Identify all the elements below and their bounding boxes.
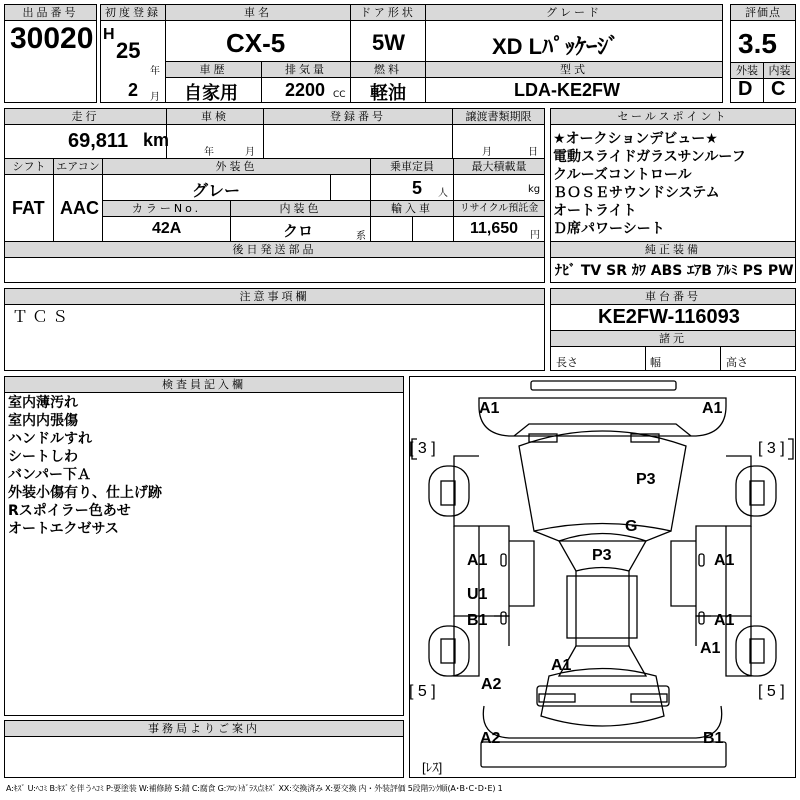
- color-label: 外装色: [103, 159, 370, 175]
- displacement-label: 排気量: [262, 62, 350, 78]
- grade: XD Lﾊﾟｯｹｰｼﾞ: [492, 34, 620, 59]
- yen-unit: 円: [530, 230, 540, 241]
- selling-point-line: ＢＯＳＥサウンドシステム: [553, 185, 720, 201]
- kg-unit: kg: [528, 184, 541, 195]
- int-color-label: 内装色: [231, 201, 370, 217]
- inspector-note-line: 室内薄汚れ: [8, 395, 78, 411]
- chassis-number: KE2FW-116093: [598, 306, 740, 328]
- model-code: LDA-KE2FW: [514, 80, 620, 100]
- mileage-label: 走行: [5, 109, 166, 125]
- diag-a1-right-front-door: A1: [714, 552, 735, 569]
- history: 自家用: [184, 83, 238, 103]
- history-label: 車歴: [166, 62, 261, 78]
- recycle-label: リサイクル預託金: [454, 201, 544, 217]
- kei-suffix: 系: [356, 231, 366, 242]
- inspector-note-line: オートエクゼサス: [8, 521, 119, 537]
- person-unit: 人: [438, 188, 448, 199]
- reg-month: 2: [128, 80, 139, 100]
- notes-text: ＴＣＳ: [12, 307, 73, 326]
- later-parts-label: 後日発送部品: [5, 242, 544, 258]
- equipment-label: 純正装備: [551, 242, 795, 258]
- model-label: 型式: [426, 62, 722, 78]
- chassis-label: 車台番号: [551, 289, 795, 305]
- shift-label: シフト: [5, 159, 53, 175]
- specs-label: 諸元: [551, 331, 795, 347]
- diag-g-glass: G: [625, 518, 638, 535]
- shift: FAT: [12, 198, 45, 218]
- inspector-note-line: ハンドルすれ: [8, 431, 92, 447]
- month-unit: 月: [150, 92, 160, 103]
- diag-u1-left: U1: [467, 586, 488, 603]
- capacity: 5: [412, 178, 423, 198]
- diag-tire-front-left: [ 3 ]: [409, 440, 436, 457]
- length-label: 長さ: [556, 356, 578, 369]
- int-grade: C: [771, 78, 786, 100]
- color-no-label: カラーNo.: [103, 201, 230, 217]
- transfer-month: 月: [482, 147, 492, 158]
- fuel: 軽油: [370, 83, 406, 103]
- displacement: 2200: [285, 80, 326, 100]
- selling-points-label: セールスポイント: [551, 109, 795, 125]
- diag-tire-rear-left: [ 5 ]: [409, 683, 436, 700]
- selling-point-line: ★オークションデビュー★: [553, 131, 718, 147]
- diag-b1-bottom: B1: [703, 730, 724, 747]
- int-color: クロ: [283, 223, 314, 240]
- diag-a1-left-front-door: A1: [467, 552, 488, 569]
- inspector-note-line: シートしわ: [8, 449, 78, 465]
- diag-a1-top-right: A1: [702, 400, 723, 417]
- ext-label: 外装: [731, 63, 763, 79]
- recycle-fee: 11,650: [470, 220, 519, 237]
- diag-a1-top-left: A1: [479, 400, 500, 417]
- height-label: 高さ: [726, 356, 748, 369]
- equipment-list: ﾅﾋﾞ TV SR ｶﾜ ABS ｴｱB ｱﾙﾐ PS PW: [555, 263, 794, 279]
- selling-points-list: [553, 130, 746, 238]
- cc-unit: CC: [333, 90, 346, 100]
- year-unit: 年: [150, 66, 160, 77]
- ac: AAC: [60, 198, 99, 218]
- diag-a1-right-rear-door: A1: [714, 612, 735, 629]
- capacity-label: 乗車定員: [371, 159, 453, 175]
- fuel-label: 燃料: [351, 62, 425, 78]
- inspector-label: 検査員記入欄: [5, 377, 403, 393]
- diag-a1-rear: A1: [551, 657, 572, 674]
- ext-grade: D: [738, 78, 753, 100]
- color-no: 42A: [152, 220, 182, 237]
- notes-label: 注意事項欄: [5, 289, 544, 305]
- mileage: 69,811: [68, 130, 129, 152]
- door-type: 5W: [372, 30, 405, 55]
- era: H: [103, 26, 115, 43]
- plate-label: 登録番号: [264, 109, 452, 125]
- ac-label: エアコン: [54, 159, 102, 175]
- diag-p3-hood: P3: [636, 471, 656, 488]
- width-label: 幅: [650, 356, 661, 369]
- legend: A:ｷｽﾞ U:ﾍｺﾐ B:ｷｽﾞを伴うﾍｺﾐ P:要塗装 W:補修跡 S:錆 C:腐食 G:ﾌﾛﾝﾄｶﾞﾗｽ点ｷｽﾞ XX:交換済み X:要交換 内・外装評価 5段階ﾗﾝｸ順(A･B･C･D･E) 1: [6, 784, 503, 793]
- door-label: ドア形状: [351, 5, 425, 21]
- diag-tire-front-right: [ 3 ]: [758, 440, 785, 457]
- selling-point-line: 電動スライドガラスサンルーフ: [553, 149, 746, 165]
- insp-month-unit: 月: [245, 147, 255, 158]
- first-reg-label: 初度登録: [101, 5, 165, 21]
- inspection-label: 車検: [167, 109, 263, 125]
- color: グレー: [192, 183, 241, 200]
- km-unit: km: [143, 130, 170, 150]
- score: 3.5: [738, 28, 777, 59]
- diag-spare: [ﾚｽ]: [422, 760, 443, 775]
- lot-number: 30020: [10, 22, 94, 55]
- import-label: 輸入車: [371, 201, 453, 217]
- reg-year: 25: [116, 38, 141, 63]
- diag-p3-roof: P3: [592, 547, 612, 564]
- inspector-note-line: バンパー下Ａ: [8, 467, 92, 483]
- transfer-label: 譲渡書類期限: [453, 109, 544, 125]
- diag-tire-rear-right: [ 5 ]: [758, 683, 785, 700]
- transfer-day: 日: [528, 147, 538, 158]
- selling-point-line: Ｄ席パワーシート: [553, 221, 665, 237]
- lot-number-label: 出品番号: [5, 5, 96, 21]
- inspector-note-line: 室内内張傷: [8, 413, 78, 429]
- selling-point-line: クルーズコントロール: [553, 167, 692, 183]
- inspector-notes: [8, 394, 162, 538]
- score-label: 評価点: [731, 5, 795, 21]
- car-diagram: [409, 376, 796, 778]
- selling-point-line: オートライト: [553, 203, 637, 219]
- diag-a2-bottom: A2: [480, 730, 501, 747]
- office-label: 事務局よりご案内: [5, 721, 403, 737]
- diag-a1-right-quarter: A1: [700, 640, 721, 657]
- grade-label: グレード: [426, 5, 722, 21]
- insp-year-unit: 年: [204, 147, 214, 158]
- diag-a2-left: A2: [481, 676, 502, 693]
- inspector-note-line: Rスポイラー色あせ: [8, 503, 131, 519]
- int-label: 内装: [764, 63, 795, 79]
- inspector-note-line: 外装小傷有り、仕上げ跡: [8, 485, 162, 501]
- diag-b1-left: B1: [467, 612, 488, 629]
- car-name-label: 車名: [166, 5, 350, 21]
- car-name: CX-5: [226, 28, 286, 58]
- load-label: 最大積載量: [454, 159, 544, 175]
